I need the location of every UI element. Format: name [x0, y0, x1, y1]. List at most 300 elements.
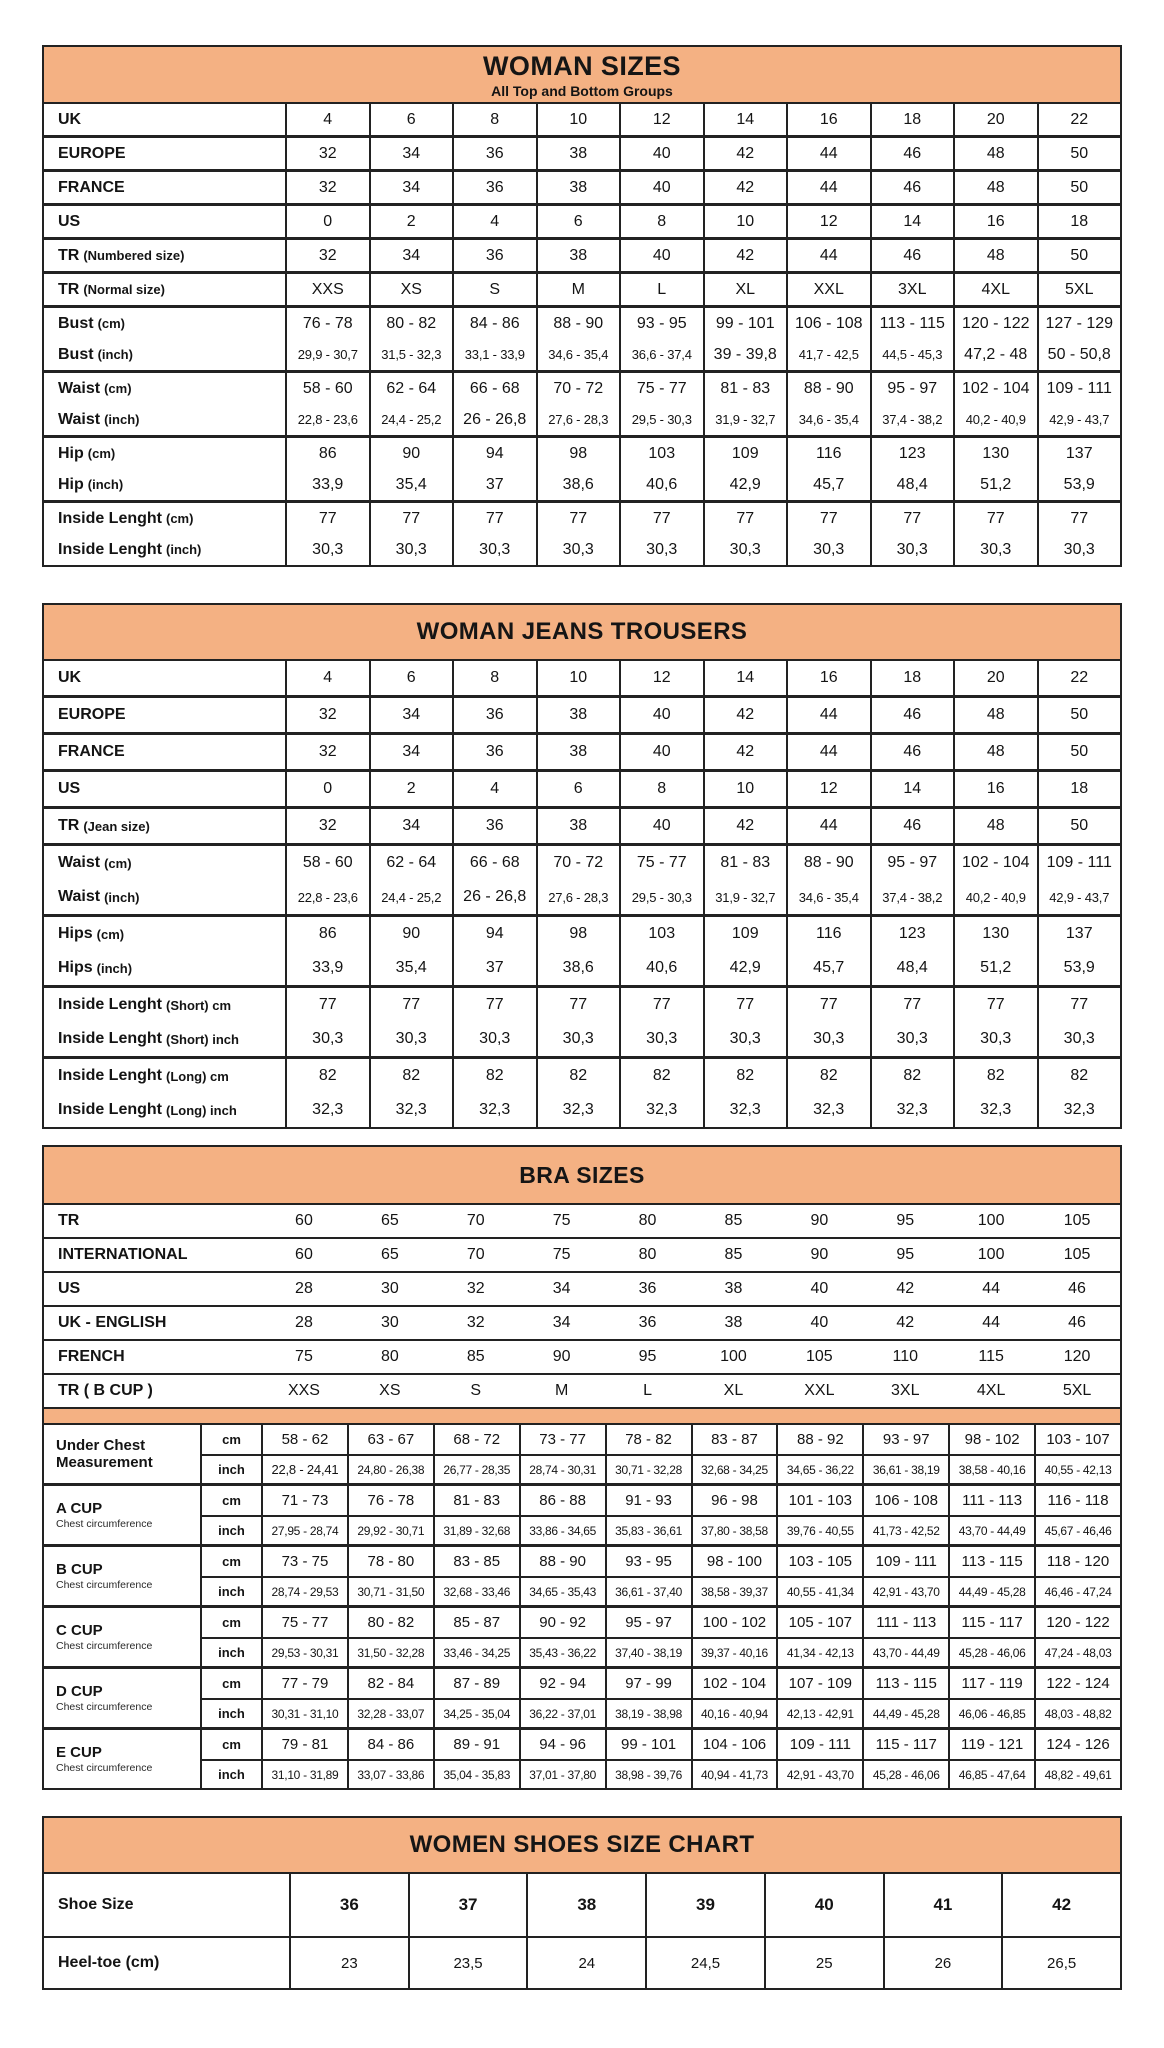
value-cell: 12 [619, 104, 703, 135]
value-cell: 106 - 108 [786, 308, 870, 339]
cup-label-sub: Chest circumference [56, 1518, 153, 1531]
table-row [44, 469, 1120, 500]
row-label [44, 809, 285, 843]
row-label-suffix: (cm) [97, 316, 126, 331]
value-cell: 36 [638, 1314, 657, 1331]
row-group [44, 809, 1120, 846]
value-cell: 98 - 100 [691, 1547, 777, 1576]
value-cell: 109 - 111 [862, 1547, 948, 1576]
value-cell: 39 [645, 1874, 764, 1936]
value-cell: 42 [896, 1280, 915, 1297]
value-cell: 34,6 - 35,4 [786, 404, 870, 435]
value-cell: 47,2 - 48 [953, 339, 1037, 370]
row-label-suffix: (Jean size) [83, 818, 150, 834]
value-cell: 33,9 [285, 951, 369, 985]
value-cell: 32 [285, 172, 369, 203]
table-row [44, 138, 1120, 169]
value-cell: 43,70 - 44,49 [948, 1515, 1034, 1544]
value-cell: 44 [786, 698, 870, 732]
value-cell: 30,3 [452, 534, 536, 565]
value-cell: 35,4 [369, 951, 453, 985]
value-cell: 82 [452, 1059, 536, 1093]
bra-sizes-table [42, 1145, 1122, 1790]
value-cell: 37,40 - 38,19 [605, 1637, 691, 1666]
cup-label-main: Under Chest Measurement [56, 1436, 153, 1471]
value-cell: 24,5 [645, 1938, 764, 1988]
value-cell: 38,6 [536, 951, 620, 985]
value-cell: XS [369, 274, 453, 305]
value-cell: 100 [977, 1246, 1005, 1263]
row-label-suffix: (cm) [104, 855, 132, 871]
row-group [44, 698, 1120, 735]
value-cell: 77 [369, 503, 453, 534]
value-cell: 100 - 102 [691, 1608, 777, 1637]
value-cell: 50 [1037, 735, 1121, 769]
woman-jeans-header [44, 605, 1120, 661]
row-label [44, 1874, 289, 1936]
table-row [44, 880, 1120, 914]
value-cell: 34,25 - 35,04 [433, 1698, 519, 1727]
value-cell: 40 [810, 1314, 829, 1331]
value-cell: 30,3 [1037, 1022, 1121, 1056]
unit-inch-cell: inch [200, 1515, 261, 1544]
value-cell: 44 [786, 240, 870, 271]
value-cell: 88 - 90 [786, 373, 870, 404]
value-cell: 18 [1037, 206, 1121, 237]
value-cell: 33,07 - 33,86 [347, 1759, 433, 1788]
value-cell: 82 [536, 1059, 620, 1093]
value-cell: 24 [526, 1938, 645, 1988]
value-cell: 77 [1037, 503, 1121, 534]
row-label-suffix: (Long) inch [166, 1102, 237, 1118]
value-cell: 29,9 - 30,7 [285, 339, 369, 370]
value-cell: 33,9 [285, 469, 369, 500]
value-cell: 46 [870, 172, 954, 203]
value-cell: 123 [870, 917, 954, 951]
value-cell: 103 [619, 917, 703, 951]
value-cell: 116 [786, 917, 870, 951]
row-label [44, 1205, 261, 1237]
value-cell: 36,61 - 38,19 [862, 1454, 948, 1483]
unit-cm-cell: cm [200, 1547, 261, 1576]
value-cell: 84 - 86 [347, 1730, 433, 1759]
row-label-main: Waist [58, 888, 101, 905]
value-cell: 30,71 - 32,28 [605, 1454, 691, 1483]
value-cell: 40,94 - 41,73 [691, 1759, 777, 1788]
value-cell: 36 [452, 172, 536, 203]
value-cell: 81 - 83 [703, 846, 787, 880]
value-cell: 18 [1037, 772, 1121, 806]
woman-sizes-header [44, 47, 1120, 104]
row-label-main: Waist [58, 854, 101, 871]
value-cell: 36 [452, 809, 536, 843]
value-cell: 85 [724, 1212, 743, 1229]
value-cell: 90 [810, 1246, 829, 1263]
value-cell: 10 [536, 661, 620, 695]
woman-jeans-table [42, 603, 1122, 1129]
value-cell: 32,3 [536, 1093, 620, 1127]
value-cell: 38 [536, 698, 620, 732]
value-cell: 31,89 - 32,68 [433, 1515, 519, 1544]
value-cell: 16 [953, 772, 1037, 806]
women-shoes-body [44, 1874, 1120, 1988]
value-cell: 102 - 104 [691, 1669, 777, 1698]
value-cell: 113 - 115 [948, 1547, 1034, 1576]
row-label [44, 951, 285, 985]
table-row [44, 1273, 1120, 1307]
row-label-main: Hips [58, 959, 93, 976]
value-cell: 83 - 85 [433, 1547, 519, 1576]
value-cell: 42,9 - 43,7 [1037, 880, 1121, 914]
value-cell: 120 - 122 [953, 308, 1037, 339]
unit-inch-cell: inch [200, 1454, 261, 1483]
row-label-suffix: (Numbered size) [83, 248, 185, 263]
value-cell: 16 [953, 206, 1037, 237]
value-cell: 36 [638, 1280, 657, 1297]
value-cell: 95 [638, 1348, 657, 1365]
value-cell: 109 [703, 917, 787, 951]
value-cell: 41 [883, 1874, 1002, 1936]
value-cell: 35,83 - 36,61 [605, 1515, 691, 1544]
value-cell: 53,9 [1037, 951, 1121, 985]
table-row [44, 846, 1120, 880]
value-cell: 50 [1037, 240, 1121, 271]
value-cell: 62 - 64 [369, 373, 453, 404]
value-cell: 31,9 - 32,7 [703, 404, 787, 435]
value-cell: 38 [536, 240, 620, 271]
value-cell: 36,22 - 37,01 [519, 1698, 605, 1727]
value-cell: 34,6 - 35,4 [536, 339, 620, 370]
row-group [44, 104, 1120, 138]
woman-sizes-title: WOMAN SIZES [483, 50, 681, 81]
cup-label [44, 1425, 200, 1483]
value-cell: 94 [452, 917, 536, 951]
table-row [44, 1936, 1120, 1988]
value-cell: 42,91 - 43,70 [776, 1759, 862, 1788]
value-cell: 66 - 68 [452, 373, 536, 404]
value-cell: 46,85 - 47,64 [948, 1759, 1034, 1788]
value-cell: 3XL [870, 274, 954, 305]
value-cell: 75 - 77 [619, 373, 703, 404]
value-cell: 48 [953, 698, 1037, 732]
table-row [44, 274, 1120, 305]
cup-label-main: D CUP [56, 1682, 103, 1700]
value-cell: 50 [1037, 698, 1121, 732]
value-cell: 14 [703, 104, 787, 135]
value-cell: 75 [552, 1212, 571, 1229]
row-label-suffix: (cm) [87, 446, 116, 461]
value-cell: 12 [619, 661, 703, 695]
value-cell: 95 - 97 [605, 1608, 691, 1637]
value-cell: 98 [536, 917, 620, 951]
value-cell: 24,80 - 26,38 [347, 1454, 433, 1483]
value-cell: 6 [369, 661, 453, 695]
value-cell: 28,74 - 29,53 [261, 1576, 347, 1605]
value-cell: 32,68 - 33,46 [433, 1576, 519, 1605]
value-cell: 3XL [891, 1382, 920, 1399]
value-cell: 2 [369, 772, 453, 806]
value-cell: 40 [619, 138, 703, 169]
value-cell: 77 [285, 988, 369, 1022]
value-cell: 77 [369, 988, 453, 1022]
value-cell: 50 [1037, 138, 1121, 169]
value-cell: 23 [289, 1938, 408, 1988]
value-cell: 90 [369, 438, 453, 469]
value-cell: 109 - 111 [1037, 373, 1121, 404]
value-cell: 77 [786, 988, 870, 1022]
cup-label [44, 1547, 200, 1605]
value-cell: 4XL [953, 274, 1037, 305]
value-cell: 48 [953, 809, 1037, 843]
table-row [44, 1205, 1120, 1239]
value-cell: 32,68 - 34,25 [691, 1454, 777, 1483]
value-cell: 8 [619, 772, 703, 806]
value-cell: 48,82 - 49,61 [1034, 1759, 1120, 1788]
value-cell: 53,9 [1037, 469, 1121, 500]
value-cell: 30,3 [369, 534, 453, 565]
table-row [44, 1239, 1120, 1273]
value-cell: 40,55 - 42,13 [1034, 1454, 1120, 1483]
value-cell: 40,2 - 40,9 [953, 404, 1037, 435]
value-cell: 93 - 97 [862, 1425, 948, 1454]
table-row [44, 503, 1120, 534]
value-cell: 2 [369, 206, 453, 237]
bra-sizes-body [44, 1205, 1120, 1788]
row-group [44, 138, 1120, 172]
value-cell: 46 [870, 138, 954, 169]
value-cell: 22,8 - 24,41 [261, 1454, 347, 1483]
value-cell: 30 [380, 1314, 399, 1331]
bra-sizes-title: BRA SIZES [519, 1161, 645, 1188]
value-cell: 50 [1037, 172, 1121, 203]
value-cell: 113 - 115 [870, 308, 954, 339]
value-cell: 100 [720, 1348, 747, 1365]
value-cell: 95 [896, 1212, 915, 1229]
value-cell: 38 [724, 1280, 743, 1297]
value-cell: 65 [380, 1246, 399, 1263]
value-cell: 77 [786, 503, 870, 534]
value-cell: 5XL [1062, 1382, 1092, 1399]
row-label [44, 339, 285, 370]
table-row [44, 772, 1120, 806]
value-cell: 36 [452, 138, 536, 169]
value-cell: 42 [1001, 1874, 1120, 1936]
value-cell: 30,3 [786, 534, 870, 565]
value-cell: 95 - 97 [870, 846, 954, 880]
table-row [44, 917, 1120, 951]
value-cell: 0 [285, 772, 369, 806]
table-row [44, 206, 1120, 237]
value-cell: 99 - 101 [605, 1730, 691, 1759]
value-cell: 32 [285, 809, 369, 843]
value-cell: 76 - 78 [347, 1486, 433, 1515]
bra-sizes-header [44, 1147, 1120, 1205]
value-cell: 82 [369, 1059, 453, 1093]
value-cell: 10 [536, 104, 620, 135]
value-cell: 0 [285, 206, 369, 237]
value-cell: 4 [452, 772, 536, 806]
value-cell: 137 [1037, 438, 1121, 469]
value-cell: 30,3 [536, 534, 620, 565]
unit-cm-cell: cm [200, 1425, 261, 1454]
unit-cm-cell: cm [200, 1669, 261, 1698]
value-cell: 34,6 - 35,4 [786, 880, 870, 914]
value-cell: 40 [619, 809, 703, 843]
table-row [44, 339, 1120, 370]
row-label-main: Inside Lenght [58, 1101, 162, 1118]
value-cell: 93 - 95 [605, 1547, 691, 1576]
value-cell: 26,5 [1001, 1938, 1120, 1988]
row-label-suffix: (inch) [104, 412, 140, 427]
value-cell: 32,3 [870, 1093, 954, 1127]
cup-label-main: E CUP [56, 1743, 102, 1761]
value-cell: 73 - 75 [261, 1547, 347, 1576]
row-label-main: US [58, 780, 81, 797]
value-cell: 82 [1037, 1059, 1121, 1093]
value-cell: 77 [619, 988, 703, 1022]
value-cell: 104 - 106 [691, 1730, 777, 1759]
value-cell: S [452, 274, 536, 305]
value-cell: 82 [786, 1059, 870, 1093]
row-group [44, 735, 1120, 772]
value-cell: 48,03 - 48,82 [1034, 1698, 1120, 1727]
value-cell: 42 [703, 735, 787, 769]
value-cell: 130 [953, 917, 1037, 951]
row-label-main: Bust [58, 314, 94, 332]
row-label [44, 988, 285, 1022]
value-cell: 44,5 - 45,3 [870, 339, 954, 370]
row-label [44, 772, 285, 806]
table-row [44, 240, 1120, 271]
row-group [44, 988, 1120, 1059]
value-cell: 32,3 [703, 1093, 787, 1127]
value-cell: 30,3 [870, 534, 954, 565]
row-label-main: Inside Lenght [58, 540, 162, 558]
value-cell: 66 - 68 [452, 846, 536, 880]
table-row [44, 1022, 1120, 1056]
value-cell: 82 [870, 1059, 954, 1093]
value-cell: 113 - 115 [862, 1669, 948, 1698]
value-cell: 75 [552, 1246, 571, 1263]
value-cell: 40 [619, 735, 703, 769]
row-label-main: Hip [58, 475, 84, 493]
value-cell: 31,9 - 32,7 [703, 880, 787, 914]
value-cell: 46,46 - 47,24 [1034, 1576, 1120, 1605]
value-cell: 34 [552, 1280, 571, 1297]
row-label [44, 373, 285, 404]
value-cell: 101 - 103 [776, 1486, 862, 1515]
value-cell: 75 - 77 [261, 1608, 347, 1637]
table-row [44, 1341, 1120, 1375]
row-label-main: FRENCH [58, 1348, 125, 1365]
value-cell: 32,3 [369, 1093, 453, 1127]
value-cell: 4 [452, 206, 536, 237]
unit-inch-cell: inch [200, 1759, 261, 1788]
value-cell: 31,50 - 32,28 [347, 1637, 433, 1666]
value-cell: 98 - 102 [948, 1425, 1034, 1454]
value-cell: 42 [703, 698, 787, 732]
value-cell: 22,8 - 23,6 [285, 404, 369, 435]
value-cell: 92 - 94 [519, 1669, 605, 1698]
cup-label-sub: Chest circumference [56, 1762, 153, 1775]
value-cell: 6 [369, 104, 453, 135]
value-cell: 82 [703, 1059, 787, 1093]
value-cell: 32,3 [452, 1093, 536, 1127]
value-cell: 86 [285, 438, 369, 469]
value-cell: 109 - 111 [776, 1730, 862, 1759]
value-cell: 30,3 [452, 1022, 536, 1056]
value-cell: 34 [369, 240, 453, 271]
row-label-main: UK [58, 110, 82, 128]
row-label [44, 404, 285, 435]
row-label-main: Inside Lenght [58, 1030, 162, 1047]
value-cell: 77 [452, 988, 536, 1022]
woman-sizes-subtitle: All Top and Bottom Groups [491, 82, 673, 99]
value-cell: 42 [703, 240, 787, 271]
row-label-main: FRANCE [58, 743, 125, 760]
value-cell: 32 [466, 1314, 485, 1331]
value-cell: 20 [953, 661, 1037, 695]
cup-label-main: B CUP [56, 1560, 103, 1578]
value-cell: 90 - 92 [519, 1608, 605, 1637]
row-group [44, 846, 1120, 917]
value-cell: 40,6 [619, 469, 703, 500]
row-label [44, 1307, 261, 1339]
row-group [44, 661, 1120, 698]
cup-label-sub: Chest circumference [56, 1701, 153, 1714]
row-label-suffix: (cm) [96, 926, 125, 942]
orange-divider-band [44, 1409, 1120, 1425]
row-label [44, 1059, 285, 1093]
value-cell: 105 - 107 [776, 1608, 862, 1637]
value-cell: XL [703, 274, 787, 305]
table-row [44, 988, 1120, 1022]
value-cell: 4XL [976, 1382, 1006, 1399]
value-cell: 80 [638, 1212, 657, 1229]
row-label-main: TR [58, 246, 80, 264]
row-label [44, 846, 285, 880]
value-cell: 48 [953, 172, 1037, 203]
value-cell: 40,6 [619, 951, 703, 985]
row-label [44, 1938, 289, 1988]
value-cell: 30,3 [1037, 534, 1121, 565]
value-cell: 38,6 [536, 469, 620, 500]
value-cell: 14 [703, 661, 787, 695]
woman-jeans-title: WOMAN JEANS TROUSERS [416, 618, 748, 645]
row-label-main: EUROPE [58, 706, 126, 723]
table-row [44, 809, 1120, 843]
table-row [44, 1874, 1120, 1936]
row-label [44, 469, 285, 500]
value-cell: 30,3 [703, 1022, 787, 1056]
value-cell: 77 [285, 503, 369, 534]
value-cell: 39 - 39,8 [703, 339, 787, 370]
value-cell: 85 [724, 1246, 743, 1263]
value-cell: 12 [786, 772, 870, 806]
row-label-main: US [58, 1280, 81, 1297]
value-cell: 36,6 - 37,4 [619, 339, 703, 370]
value-cell: 10 [703, 206, 787, 237]
value-cell: 41,7 - 42,5 [786, 339, 870, 370]
row-label-main: TR [58, 280, 80, 298]
row-label-main: US [58, 212, 81, 230]
value-cell: 77 [703, 988, 787, 1022]
value-cell: 30,3 [619, 534, 703, 565]
women-shoes-table [42, 1816, 1122, 1990]
value-cell: L [643, 1382, 652, 1399]
value-cell: 45,28 - 46,06 [948, 1637, 1034, 1666]
value-cell: 18 [870, 661, 954, 695]
